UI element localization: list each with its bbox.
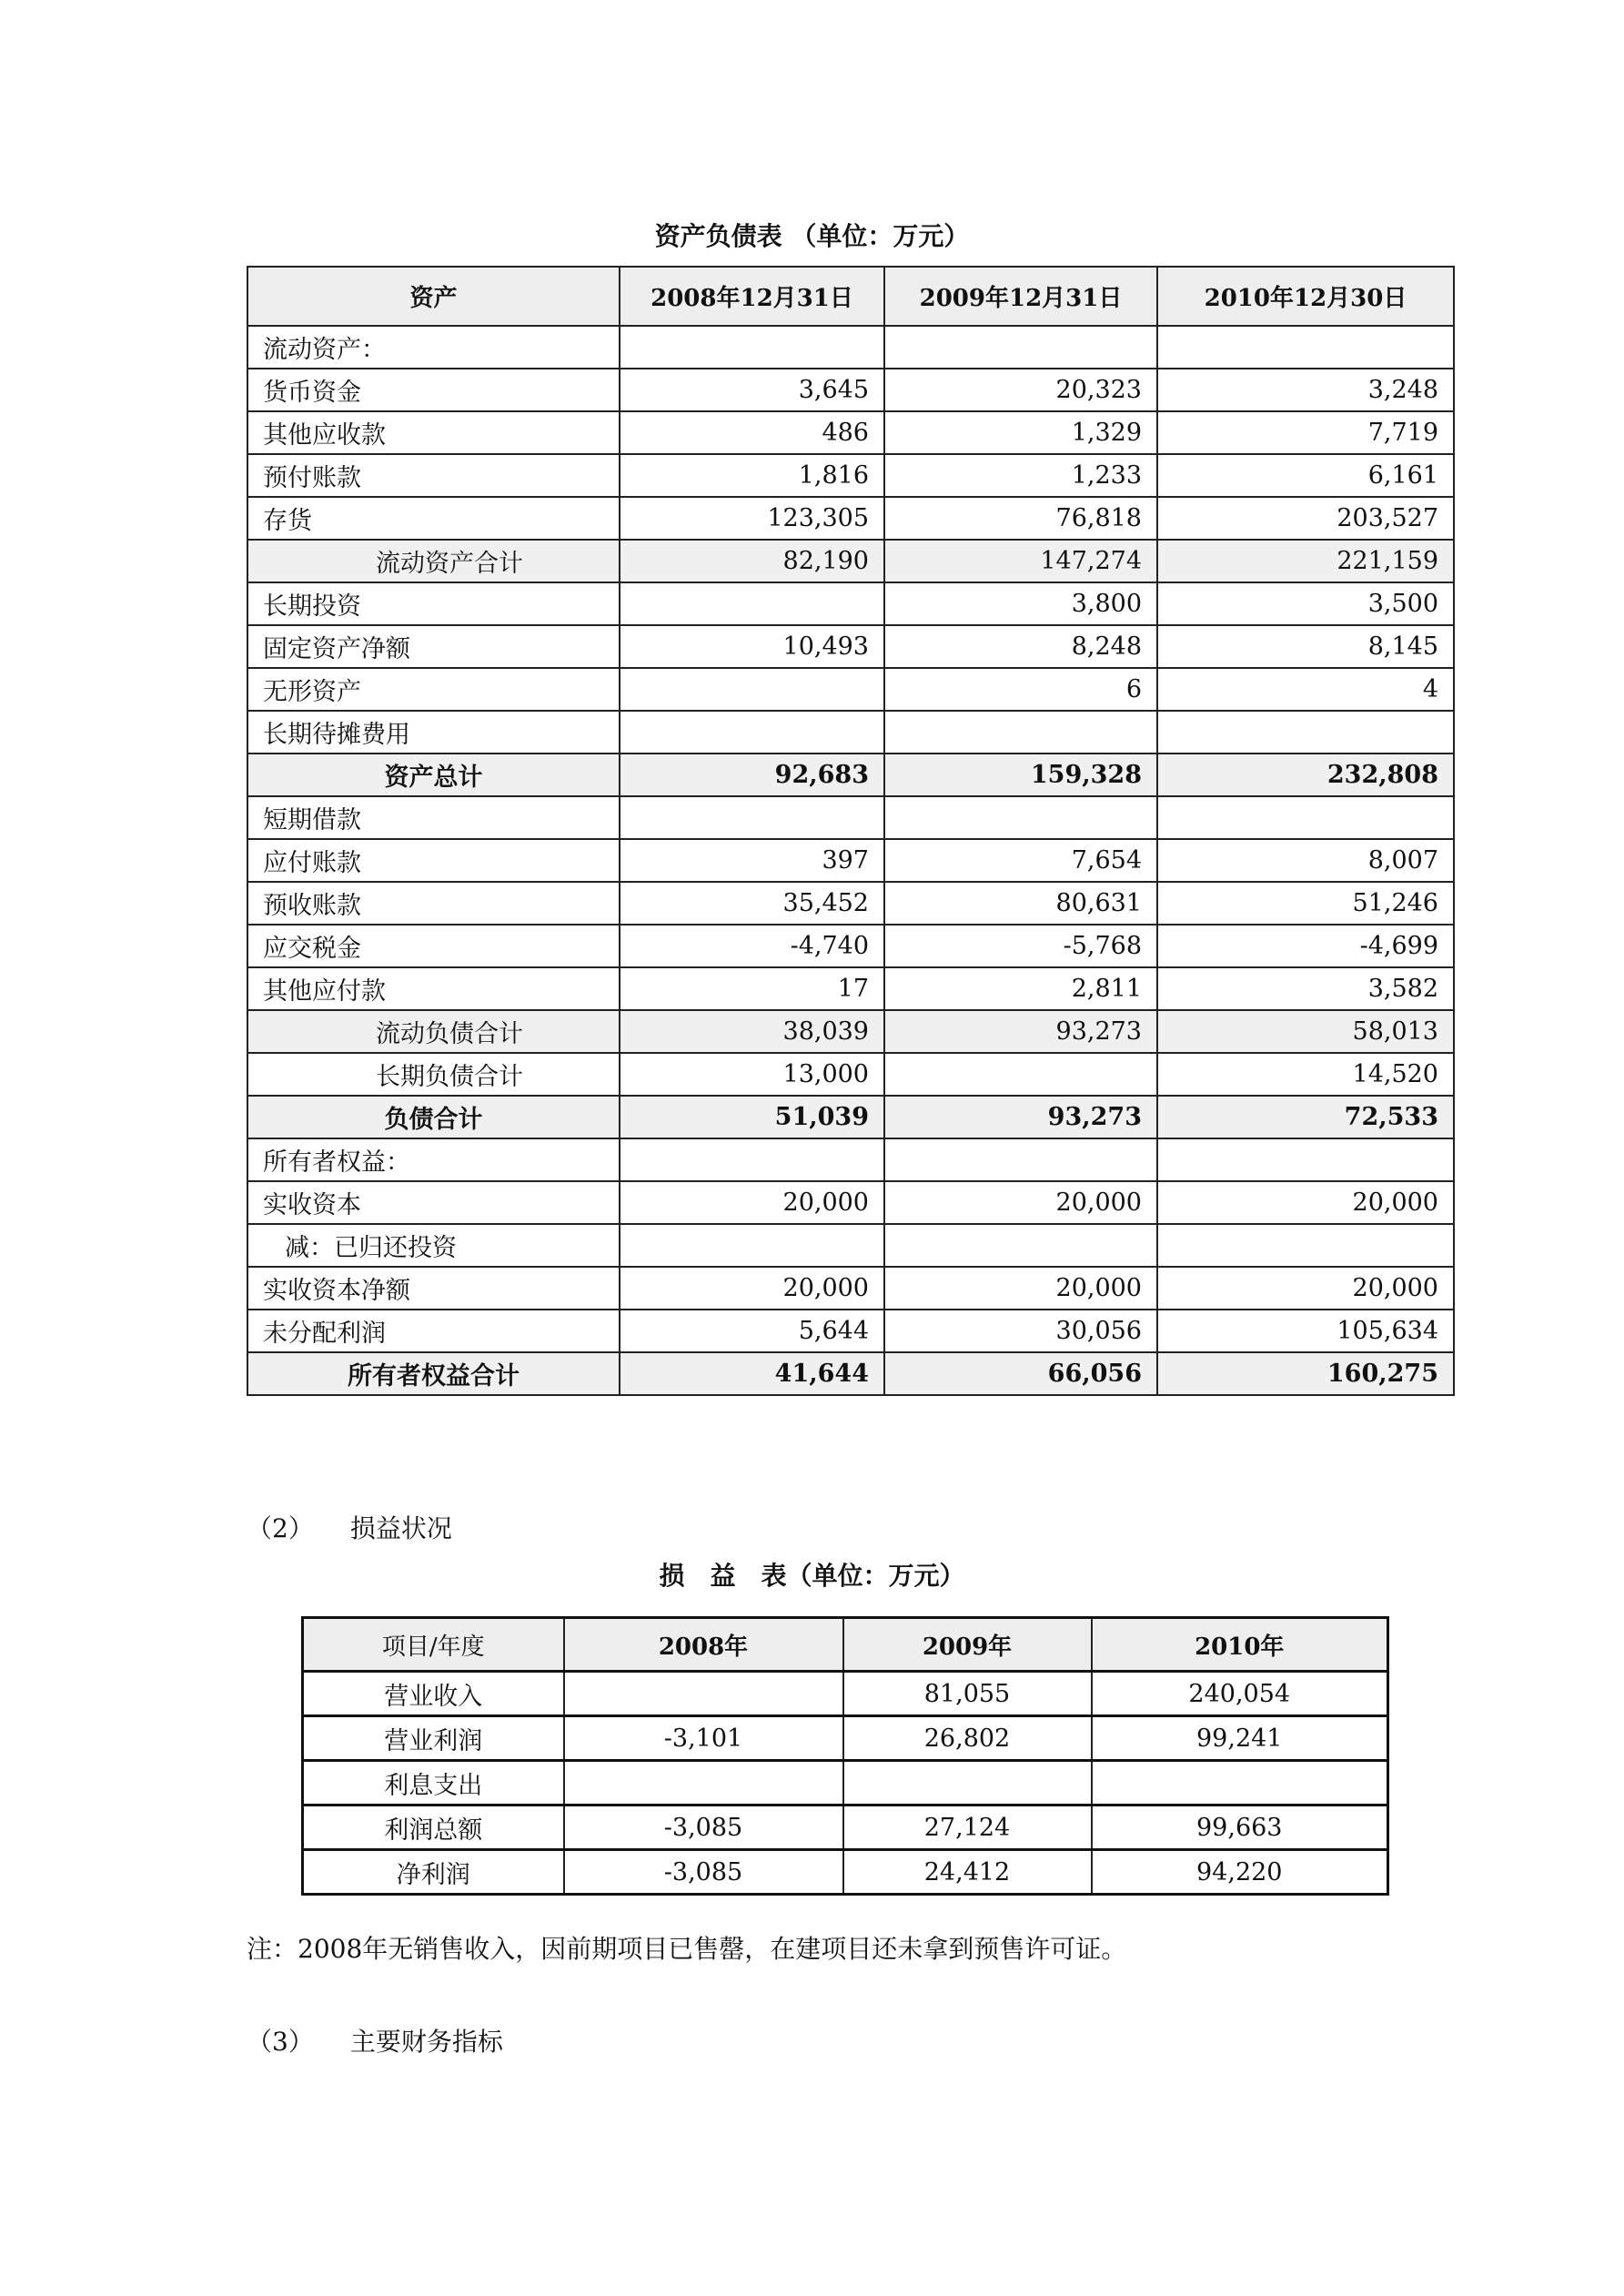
table-row [303,1761,1388,1805]
value-cell [884,1224,1157,1267]
value-cell [620,668,884,711]
value-cell: 3,582 [1157,967,1454,1010]
value-cell: 7,654 [884,839,1157,882]
table-row [303,1805,1388,1850]
value-cell: 38,039 [620,1010,884,1053]
section-number: （3） [247,2027,314,2057]
value-cell: 3,645 [620,369,884,411]
row-label: 净利润 [303,1850,564,1895]
value-cell: 8,248 [884,625,1157,668]
value-cell [620,582,884,625]
value-cell: 105,634 [1157,1310,1454,1352]
table-row [303,1850,1388,1895]
value-cell: -4,699 [1157,925,1454,967]
table-row [247,925,1454,967]
column-header: 2008年 [564,1618,843,1672]
value-cell: 93,273 [884,1010,1157,1053]
row-label: 负债合计 [247,1096,620,1138]
row-label: 应付账款 [247,839,620,882]
value-cell: 13,000 [620,1053,884,1096]
table-header-row [247,267,1454,326]
value-cell: 99,663 [1092,1805,1388,1850]
row-label: 其他应收款 [247,411,620,454]
table-row [247,1138,1454,1181]
value-cell: 240,054 [1092,1672,1388,1716]
value-cell: 20,000 [620,1181,884,1224]
column-header: 2010年12月30日 [1157,267,1454,326]
row-label: 流动资产： [247,326,620,369]
table-row [247,839,1454,882]
table-row [247,369,1454,411]
value-cell: 51,246 [1157,882,1454,925]
value-cell [1092,1761,1388,1805]
value-cell [1157,1224,1454,1267]
value-cell: 20,000 [1157,1181,1454,1224]
value-cell: 7,719 [1157,411,1454,454]
row-label: 固定资产净额 [247,625,620,668]
value-cell: 20,000 [1157,1267,1454,1310]
value-cell [843,1761,1092,1805]
row-label: 利息支出 [303,1761,564,1805]
row-label: 应交税金 [247,925,620,967]
row-label: 实收资本 [247,1181,620,1224]
value-cell [564,1672,843,1716]
table-row [247,1053,1454,1096]
table-row [247,1096,1454,1138]
section-title: 主要财务指标 [349,2027,503,2057]
value-cell: 1,233 [884,454,1157,497]
table-row [303,1716,1388,1761]
value-cell: 123,305 [620,497,884,540]
column-header: 2009年 [843,1618,1092,1672]
row-label: 所有者权益合计 [247,1352,620,1395]
column-header: 2009年12月31日 [884,267,1157,326]
value-cell: 41,644 [620,1352,884,1395]
value-cell [884,1053,1157,1096]
table-row [247,582,1454,625]
section-2-heading [247,1509,452,1545]
table-row [247,1267,1454,1310]
value-cell [620,1138,884,1181]
table-row [247,1181,1454,1224]
column-header: 2008年12月31日 [620,267,884,326]
value-cell: 99,241 [1092,1716,1388,1761]
value-cell: 4 [1157,668,1454,711]
value-cell [1157,1138,1454,1181]
table-header-row [303,1618,1388,1672]
value-cell: 8,145 [1157,625,1454,668]
value-cell: -3,085 [564,1850,843,1895]
balance-sheet-table [247,266,1455,1396]
row-label: 资产总计 [247,754,620,796]
column-header: 项目/年度 [303,1618,564,1672]
value-cell: 6 [884,668,1157,711]
column-header: 资产 [247,267,620,326]
row-label: 流动负债合计 [247,1010,620,1053]
row-label: 长期负债合计 [247,1053,620,1096]
table-row [247,326,1454,369]
note-text: 注：2008年无销售收入，因前期项目已售罄，在建项目还未拿到预售许可证。 [247,1934,1127,1964]
value-cell: 3,248 [1157,369,1454,411]
value-cell: 24,412 [843,1850,1092,1895]
value-cell: 203,527 [1157,497,1454,540]
table-row [247,540,1454,582]
value-cell: 1,329 [884,411,1157,454]
table-row [247,454,1454,497]
value-cell: 8,007 [1157,839,1454,882]
section-title: 损益状况 [349,1513,452,1543]
value-cell: 17 [620,967,884,1010]
value-cell: 486 [620,411,884,454]
row-label: 预收账款 [247,882,620,925]
row-label: 所有者权益： [247,1138,620,1181]
value-cell [884,711,1157,754]
value-cell: 82,190 [620,540,884,582]
value-cell: 159,328 [884,754,1157,796]
value-cell: -5,768 [884,925,1157,967]
value-cell [564,1761,843,1805]
row-label: 长期投资 [247,582,620,625]
value-cell: 160,275 [1157,1352,1454,1395]
table-row [247,1010,1454,1053]
table-row [247,668,1454,711]
value-cell: 81,055 [843,1672,1092,1716]
value-cell: 20,000 [884,1267,1157,1310]
value-cell: -3,101 [564,1716,843,1761]
row-label: 未分配利润 [247,1310,620,1352]
table-row [247,497,1454,540]
value-cell: 14,520 [1157,1053,1454,1096]
value-cell: 147,274 [884,540,1157,582]
section-3-heading [247,2022,503,2058]
row-label: 营业收入 [303,1672,564,1716]
table-row [247,882,1454,925]
value-cell: 221,159 [1157,540,1454,582]
value-cell: 35,452 [620,882,884,925]
row-label: 营业利润 [303,1716,564,1761]
value-cell: 72,533 [1157,1096,1454,1138]
value-cell [620,1224,884,1267]
value-cell: 80,631 [884,882,1157,925]
value-cell [620,711,884,754]
value-cell: 92,683 [620,754,884,796]
value-cell [1157,796,1454,839]
row-label: 长期待摊费用 [247,711,620,754]
table-row [247,411,1454,454]
value-cell: 232,808 [1157,754,1454,796]
value-cell: 51,039 [620,1096,884,1138]
row-label: 预付账款 [247,454,620,497]
value-cell: 3,800 [884,582,1157,625]
value-cell: 76,818 [884,497,1157,540]
table-row [247,1224,1454,1267]
value-cell: 2,811 [884,967,1157,1010]
value-cell: 94,220 [1092,1850,1388,1895]
table-row [247,711,1454,754]
value-cell: 6,161 [1157,454,1454,497]
row-label: 减：已归还投资 [247,1224,620,1267]
value-cell: 397 [620,839,884,882]
table-row [247,796,1454,839]
value-cell [1157,711,1454,754]
value-cell [620,796,884,839]
table-row [303,1672,1388,1716]
value-cell: -4,740 [620,925,884,967]
value-cell: 66,056 [884,1352,1157,1395]
table-row [247,967,1454,1010]
row-label: 短期借款 [247,796,620,839]
value-cell: 26,802 [843,1716,1092,1761]
value-cell [884,796,1157,839]
value-cell: 27,124 [843,1805,1092,1850]
income-statement-title: 损 益 表（单位：万元） [659,1561,965,1591]
value-cell: 20,000 [620,1267,884,1310]
row-label: 存货 [247,497,620,540]
value-cell: 30,056 [884,1310,1157,1352]
table-row [247,625,1454,668]
table-row [247,1310,1454,1352]
table-row [247,754,1454,796]
row-label: 实收资本净额 [247,1267,620,1310]
row-label: 无形资产 [247,668,620,711]
value-cell: 3,500 [1157,582,1454,625]
row-label: 利润总额 [303,1805,564,1850]
value-cell: 20,323 [884,369,1157,411]
value-cell: -3,085 [564,1805,843,1850]
row-label: 其他应付款 [247,967,620,1010]
column-header: 2010年 [1092,1618,1388,1672]
value-cell: 93,273 [884,1096,1157,1138]
value-cell: 1,816 [620,454,884,497]
row-label: 货币资金 [247,369,620,411]
table-row [247,1352,1454,1395]
value-cell [884,1138,1157,1181]
value-cell: 10,493 [620,625,884,668]
row-label: 流动资产合计 [247,540,620,582]
value-cell [620,326,884,369]
value-cell: 5,644 [620,1310,884,1352]
value-cell: 20,000 [884,1181,1157,1224]
value-cell [1157,326,1454,369]
income-statement-table [301,1616,1389,1896]
value-cell: 58,013 [1157,1010,1454,1053]
value-cell [884,326,1157,369]
balance-sheet-title: 资产负债表 （单位：万元） [654,221,970,251]
section-number: （2） [247,1513,314,1543]
